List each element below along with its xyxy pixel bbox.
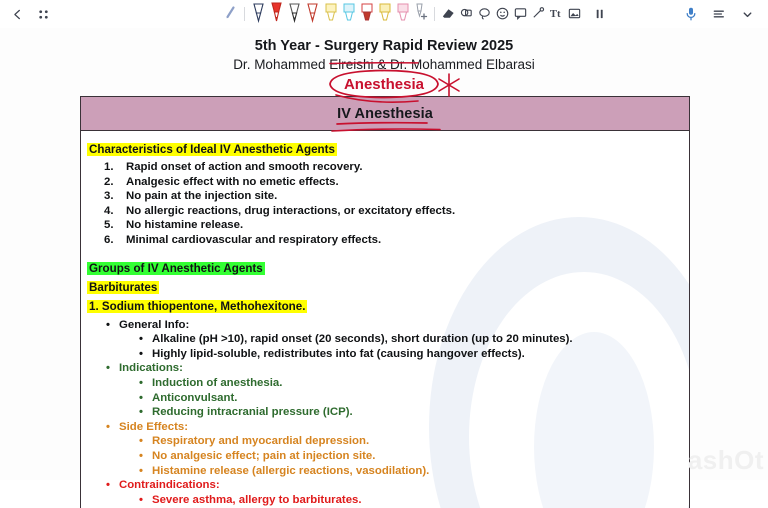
list-menu-icon[interactable]: [708, 3, 730, 25]
anesthesia-annotation-text: Anesthesia: [343, 76, 425, 93]
slide-header-title: IV Anesthesia: [337, 105, 433, 122]
indications-label: Indications:: [119, 362, 183, 375]
highlighter-yellow-tool[interactable]: [322, 2, 339, 26]
list-item: [84, 175, 689, 190]
indications-block: [84, 361, 689, 419]
back-arrow-icon[interactable]: [6, 3, 28, 25]
list-text: Reducing intracranial pressure (ICP).: [152, 406, 353, 419]
bullet-icon: •: [106, 362, 110, 375]
bullet-icon: •: [139, 449, 143, 462]
bullet-icon: •: [106, 479, 110, 492]
deck-authors: Dr. Mohammed Elreishi & Dr. Mohammed Elbarasi: [233, 57, 535, 72]
list-text: No analgesic effect; pain at injection site.: [152, 449, 376, 462]
section2-title: Groups of IV Anesthetic Agents: [89, 261, 263, 275]
list-item: [84, 218, 689, 233]
bullet-icon: •: [139, 493, 143, 506]
note-icon[interactable]: [512, 2, 529, 26]
list-item: [84, 233, 689, 248]
add-pen-button[interactable]: [412, 2, 429, 26]
bullet-icon: •: [106, 420, 110, 433]
highlighter-pink-tool[interactable]: [394, 2, 411, 26]
bullet-icon: •: [139, 464, 143, 477]
apps-grid-icon[interactable]: [32, 3, 54, 25]
bullet-icon: •: [139, 391, 143, 404]
list-text: No histamine release.: [126, 219, 244, 232]
bullet-icon: •: [139, 376, 143, 389]
list-text: No pain at the injection site.: [126, 190, 278, 203]
toolbar-tools-group: [150, 2, 680, 26]
marker-navy-tool[interactable]: [250, 2, 267, 26]
indications-heading-row: [84, 361, 689, 376]
highlighter-red-tool[interactable]: [358, 2, 375, 26]
list-item: [84, 332, 689, 347]
list-item: [84, 189, 689, 204]
pen-tool[interactable]: [222, 2, 239, 26]
list-item: [84, 160, 689, 175]
list-number: 6.: [104, 233, 114, 246]
lasso-icon[interactable]: [476, 2, 493, 26]
marker-crimson-tool[interactable]: [304, 2, 321, 26]
microphone-icon[interactable]: [680, 3, 702, 25]
highlighter-gold-tool[interactable]: [376, 2, 393, 26]
list-number: 4.: [104, 204, 114, 217]
list-text: Severe asthma, allergy to barbiturates.: [152, 493, 362, 506]
list-item: [84, 434, 689, 449]
list-text: Minimal cardiovascular and respiratory effects.: [126, 233, 382, 246]
list-text: Respiratory and myocardial depression.: [152, 435, 370, 448]
image-icon[interactable]: [566, 2, 583, 26]
bullet-icon: •: [139, 333, 143, 346]
contraindications-label: Contraindications:: [119, 479, 220, 492]
bullet-icon: •: [139, 347, 143, 360]
list-item: [84, 464, 689, 479]
list-text: Anticonvulsant.: [152, 391, 238, 404]
marker-red-tool-selected[interactable]: [268, 1, 285, 25]
list-item: [84, 391, 689, 406]
contraindications-block: [84, 478, 689, 507]
bullet-icon: •: [106, 318, 110, 331]
toolbar-divider: [244, 7, 245, 21]
watermark: ashOt: [687, 445, 764, 475]
bullet-icon: •: [139, 406, 143, 419]
pause-icon[interactable]: [591, 2, 608, 26]
laser-pointer-icon[interactable]: [530, 2, 547, 26]
marker-black-tool[interactable]: [286, 2, 303, 26]
annotation-toolbar: [0, 0, 768, 28]
side-effects-heading-row: [84, 420, 689, 435]
list-item: [84, 347, 689, 362]
side-effects-label: Side Effects:: [119, 420, 188, 433]
drug-line: 1. Sodium thiopentone, Methohexitone.: [89, 299, 306, 313]
toolbar-divider-2: [434, 7, 435, 21]
bullet-icon: •: [139, 435, 143, 448]
list-number: 5.: [104, 219, 114, 232]
list-text: Highly lipid-soluble, redistributes into fat (causing hangover effects).: [152, 347, 525, 360]
list-item: [84, 449, 689, 464]
section-characteristics: [84, 140, 689, 158]
list-item: [84, 376, 689, 391]
list-item: [84, 204, 689, 219]
toolbar-left-group: [0, 3, 150, 25]
list-text: Histamine release (allergic reactions, vasodilation).: [152, 464, 430, 477]
general-info-block: [84, 318, 689, 362]
slide-header-band: [81, 97, 689, 131]
eraser-icon[interactable]: [440, 2, 457, 26]
list-number: 1.: [104, 161, 114, 173]
contraindications-heading-row: [84, 478, 689, 493]
list-text: No allergic reactions, drug interactions, or excitatory effects.: [126, 204, 456, 217]
text-tool-icon[interactable]: [548, 2, 565, 26]
section1-title: Characteristics of Ideal IV Anesthetic Agents: [89, 143, 335, 156]
svg-text:Tt: Tt: [549, 9, 561, 21]
section2-subtitle: Barbiturates: [89, 280, 158, 294]
sticker-icon[interactable]: [494, 2, 511, 26]
section-groups: [84, 259, 689, 315]
section1-list: [84, 160, 689, 248]
side-effects-block: [84, 420, 689, 478]
list-text: Rapid onset of action and smooth recovery.: [126, 161, 363, 173]
highlighter-cyan-tool[interactable]: [340, 2, 357, 26]
slide-frame: [80, 96, 690, 508]
list-text: Induction of anesthesia.: [152, 376, 283, 389]
list-item: [84, 493, 689, 508]
slide-body: [81, 131, 689, 507]
list-text: Alkaline (pH >10), rapid onset (20 seconds), short duration (up to 20 minutes).: [152, 333, 573, 346]
list-number: 3.: [104, 190, 114, 203]
toolbar-right-group: [680, 3, 768, 25]
slide-canvas[interactable]: [0, 28, 768, 506]
list-text: Analgesic effect with no emetic effects.: [126, 175, 339, 188]
deck-title: 5th Year - Surgery Rapid Review 2025: [254, 38, 514, 54]
list-number: 2.: [104, 175, 114, 188]
general-info-heading-row: [84, 318, 689, 333]
list-item: [84, 405, 689, 420]
shapes-icon[interactable]: [458, 2, 475, 26]
general-info-label: General Info:: [119, 318, 190, 331]
chevron-down-icon[interactable]: [736, 3, 758, 25]
